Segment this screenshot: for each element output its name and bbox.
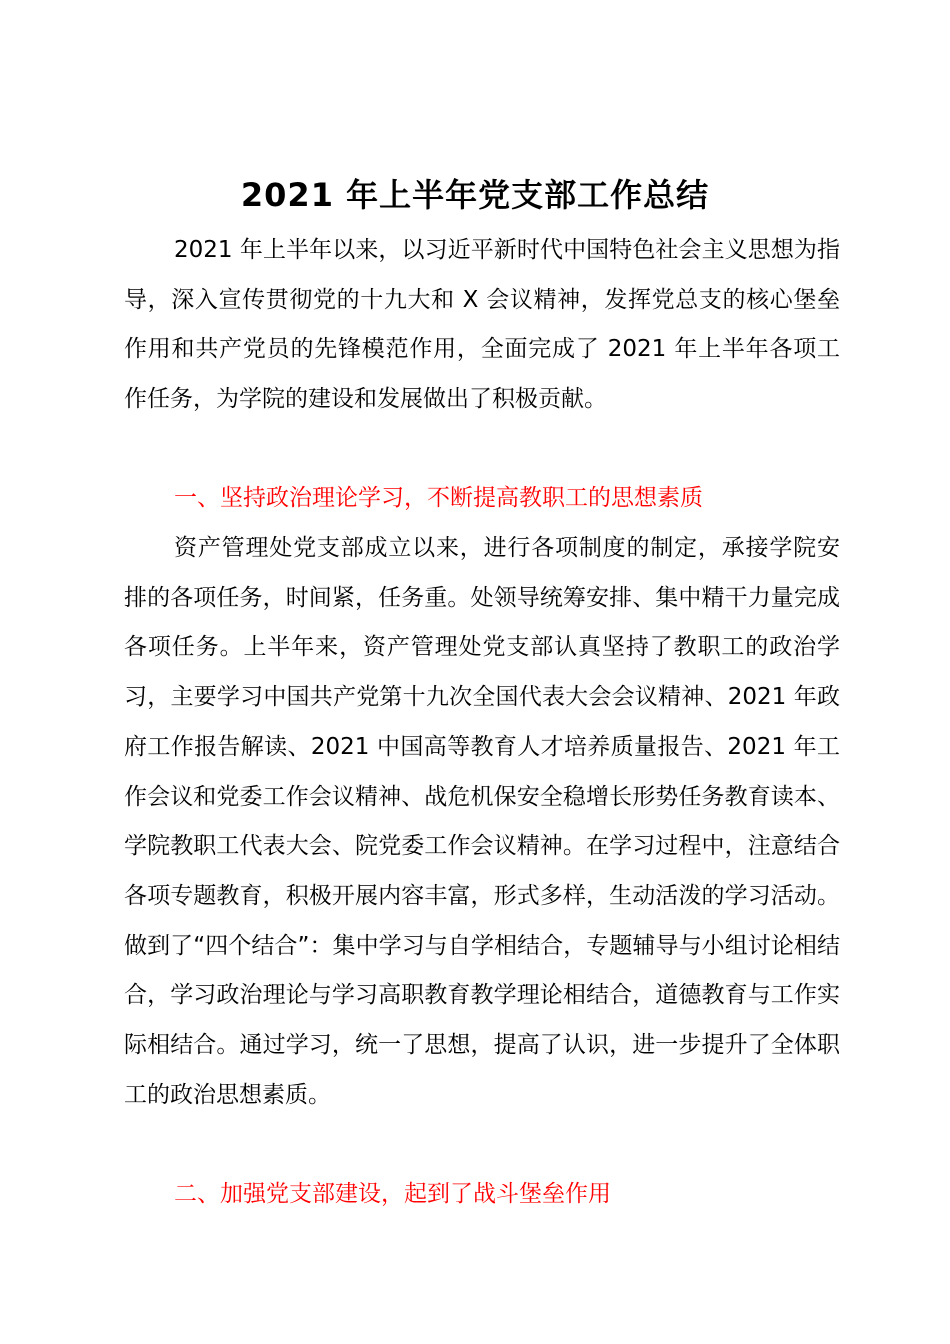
document-title: 2021 年上半年党支部工作总结 [240,176,710,215]
section-heading-2: 二、加强党支部建设，起到了战斗堡垒作用 [174,1181,611,1207]
section-heading-1: 一、坚持政治理论学习，不断提高教职工的思想素质 [174,485,703,511]
section-1-paragraph: 资产管理处党支部成立以来，进行各项制度的制定，承接学院安排的各项任务，时间紧，任务重。处领导统筹安排、集中精干力量完成各项任务。上半年来，资产管理处党支部认真坚持了教职工的政治学习，主要学习中国共产党第十九次全国代表大会会议精神、2021 年政府工作报告解读、2021 中国高等教育人才培养质量报告、2021 年工作会议和党委工作会议精神、战危机保安全稳增长形势任务教育读本、学院教职工代表大会、院党委工作会议精神。在学习过程中，注意结合各项专题教育，积极开展内容丰富，形式多样，生动活泼的学习活动。做到了“四个结合”：集中学习与自学相结合，专题辅导与小组讨论相结合，学习政治理论与学习高职教育教学理论相结合，道德教育与工作实际相结合。通过学习，统一了思想，提高了认识，进一步提升了全体职工的政治思想素质。 [124,535,840,1108]
intro-paragraph: 2021 年上半年以来，以习近平新时代中国特色社会主义思想为指导，深入宣传贯彻党的十九大和 X 会议精神，发挥党总支的核心堡垒作用和共产党员的先锋模范作用，全面完成了 2021 年上半年各项工作任务，为学院的建设和发展做出了积极贡献。 [124,237,840,413]
